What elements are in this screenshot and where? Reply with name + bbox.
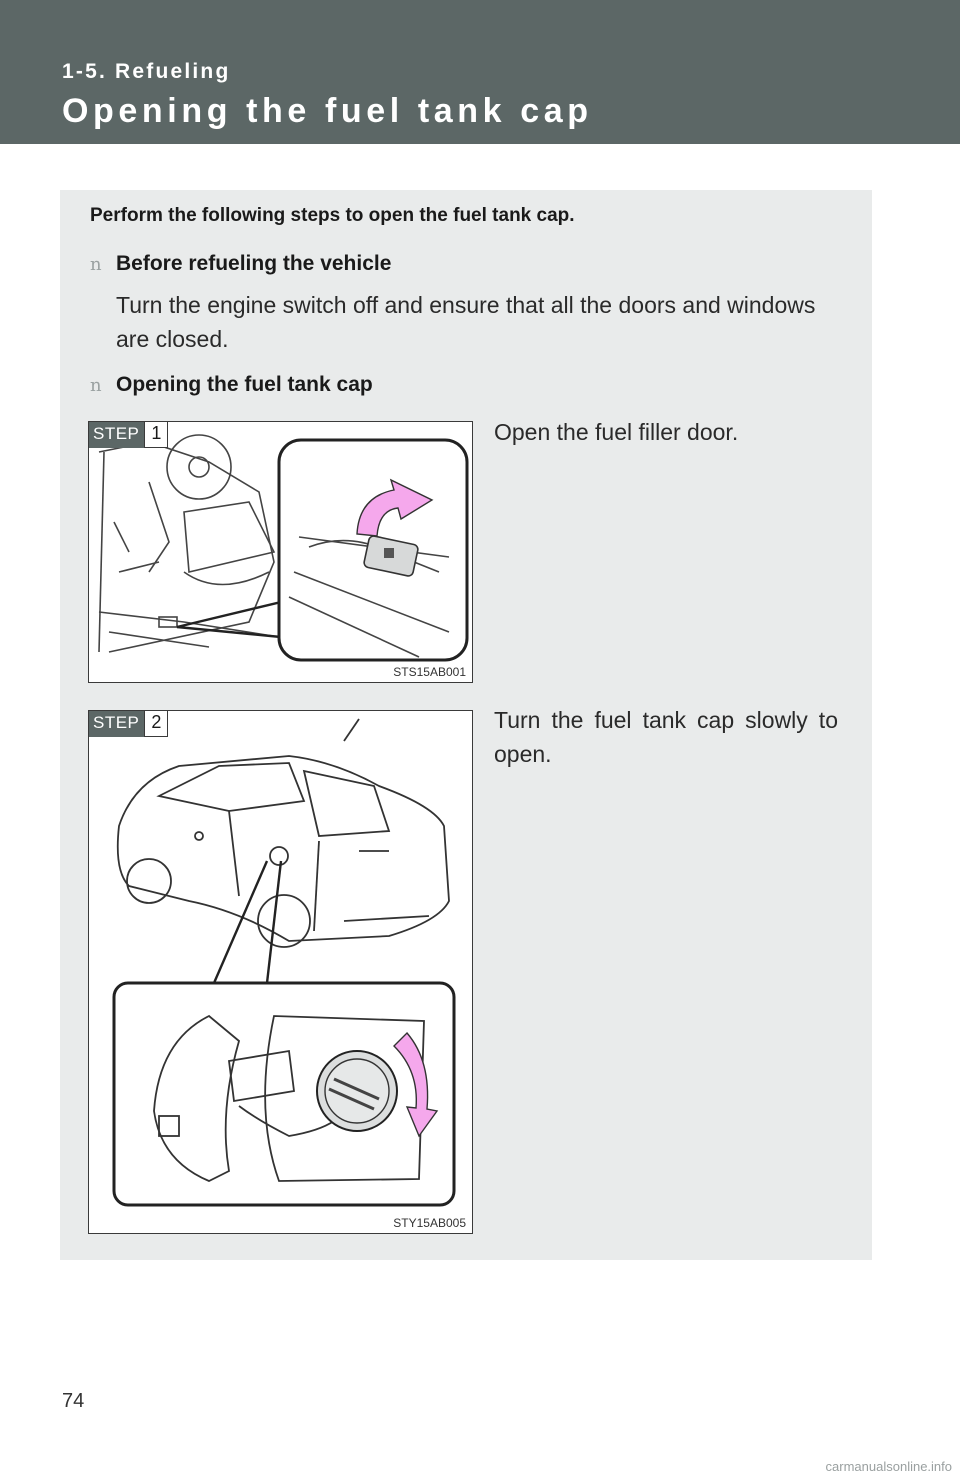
bullet-icon: n <box>90 375 102 396</box>
section-body-text: Turn the engine switch off and ensure that all the doors and windows are closed. <box>116 292 816 352</box>
bullet-icon: n <box>90 254 102 275</box>
step-label: STEP <box>89 422 144 448</box>
step-label: STEP <box>89 711 144 737</box>
figure-code: STS15AB001 <box>393 665 466 679</box>
step1-badge <box>89 422 168 448</box>
section-label: 1-5. Refueling <box>62 60 231 83</box>
section-heading-opening-cap <box>90 373 373 397</box>
section-heading-label: Before refueling the vehicle <box>116 252 392 275</box>
intro-text: Perform the following steps to open the fuel tank cap. <box>90 205 575 226</box>
step2-figure <box>88 710 473 1234</box>
step2-text: Turn the fuel tank cap slowly to open. <box>494 707 838 767</box>
watermark: carmanualsonline.info <box>825 1459 952 1474</box>
section-heading-label: Opening the fuel tank cap <box>116 373 373 396</box>
step-number: 2 <box>144 711 168 737</box>
page-header <box>0 0 960 144</box>
step1-text: Open the fuel filler door. <box>494 419 739 445</box>
page-title: Opening the fuel tank cap <box>62 92 593 130</box>
page-number: 74 <box>62 1390 85 1412</box>
section-heading-before-refueling <box>90 252 391 276</box>
step1-figure <box>88 421 473 683</box>
step2-badge <box>89 711 168 737</box>
car-fuel-cap-illustration <box>89 711 472 1233</box>
figure-code: STY15AB005 <box>393 1216 466 1230</box>
fuel-door-opener-illustration <box>89 422 472 682</box>
step-number: 1 <box>144 422 168 448</box>
